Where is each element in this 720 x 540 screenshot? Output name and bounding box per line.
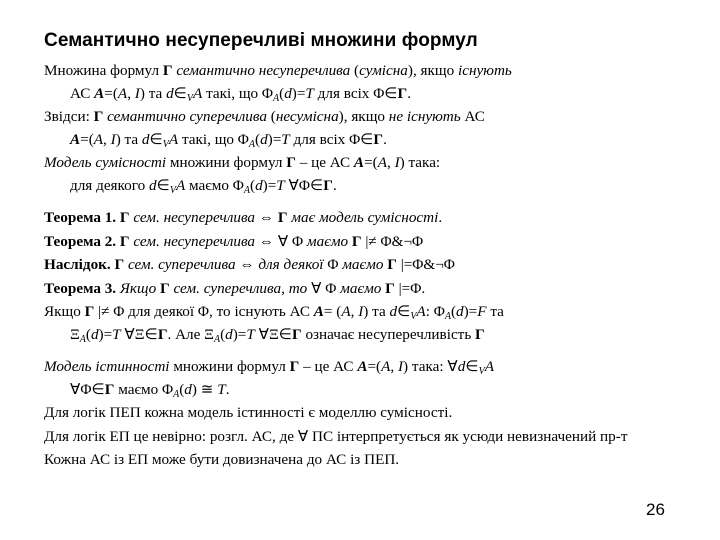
statement-extension: Кожна АС із ЕП може бути довизначена до АС із ПЕП. xyxy=(44,451,400,468)
statement-ep: Для логік ЕП це невірно: розгл. АС, де ∀ ПС інтерпретується як усюди невизначений пр-т xyxy=(44,427,628,445)
definition-truth-model: Модель істинності множини формул Γ – це АС A=(A, I) така: $\forall d\in_VA$ ∀Φ∈Γ маємо $\Phi_A(d)$ ≅ T. xyxy=(44,358,494,400)
slide-body xyxy=(44,60,684,473)
definition-inconsistent: Звідси: Γ семантично суперечлива (несумісна), якщо не існують АС A=(A, I) та $d\in_VA$ такі, що $\Phi_A(d)=T$ для всіх Φ∈Γ. xyxy=(44,108,485,150)
theorem-1: Теорема 1. Γ сем. несуперечлива ⇔ Γ має модель сумісності. xyxy=(44,209,443,226)
page-number: 26 xyxy=(646,500,665,519)
corollary: Наслідок. Γ сем. суперечлива ⇔ для деякої Φ маємо Γ |=Φ&¬Φ xyxy=(44,256,455,273)
slide-title: Семантично несуперечливі множини формул xyxy=(44,30,478,51)
theorem-2: Теорема 2. Γ сем. несуперечлива ⇔ ∀ Φ маємо Γ |≠ Φ&¬Φ xyxy=(44,232,424,250)
proof-paragraph: Якщо Γ |≠ Φ для деякої Φ, то існують АС A= (A, I) та $d\in_VA$: $\Phi_A(d)=F$ та $\Xi_A(d)=T$ ∀Ξ∈Γ. Але $\Xi_A(d)=T$ ∀Ξ∈Γ означає несуперечливість Γ xyxy=(44,303,504,345)
statement-pep: Для логік ПЕП кожна модель істинності є моделлю сумісності. xyxy=(44,404,453,421)
definition-consistency-model: Модель сумісності множини формул Γ – це АС A=(A, I) така: для деякого $d\in_VA$ маємо $\Phi_A(d)=T$ ∀Φ∈Γ. xyxy=(44,154,441,196)
definition-consistent: Множина формул Γ семантично несуперечлива (сумісна), якщо існують АС A=(A, I) та $d\in_VA$ такі, що $\Phi_A(d)=T$ для всіх Φ∈Γ. xyxy=(44,62,512,104)
theorem-3: Теорема 3. Якщо Γ сем. суперечлива, то ∀ Φ маємо Γ |=Φ. xyxy=(44,279,426,297)
